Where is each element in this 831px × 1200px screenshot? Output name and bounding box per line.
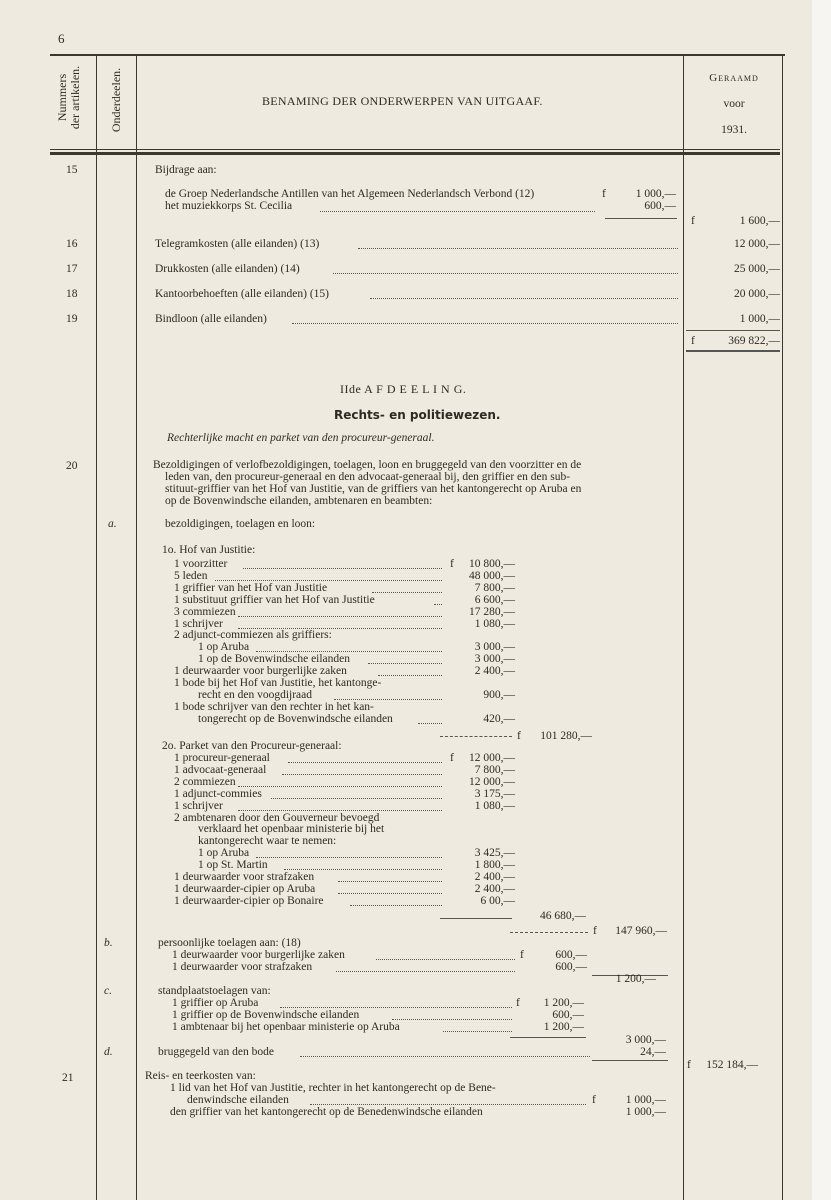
- line-item-label: 2 commiezen: [174, 775, 236, 788]
- article-title: Reis- en teerkosten van:: [145, 1070, 256, 1082]
- line-item-label: 1 deurwaarder voor strafzaken: [174, 871, 315, 883]
- line-item-amount: 12 000,—: [469, 752, 515, 764]
- line-item-amount: 600,—: [644, 200, 676, 212]
- article-title: Bijdrage aan:: [155, 164, 217, 176]
- line-item-amount: 3 175,—: [474, 787, 515, 800]
- line-item-label: het muziekkorps St. Cecilia: [165, 200, 293, 212]
- line-item-label: tongerecht op de Bovenwindsche eilanden: [198, 712, 393, 725]
- line-item-label: 1 griffier van het Hof van Justitie: [174, 581, 328, 594]
- line-item-label: 1 adjunct-commies: [174, 787, 262, 800]
- line-item-label: 1 procureur-generaal: [174, 752, 270, 764]
- line-item-label: 1 deurwaarder-cipier op Aruba: [174, 882, 316, 895]
- header-col-benaming: BENAMING DER ONDERWERPEN VAN UITGAAF.: [262, 94, 543, 108]
- article-amount: 1 600,—: [739, 215, 780, 227]
- dot-leader: [336, 971, 515, 972]
- line-item-label: 1 griffier op Aruba: [172, 997, 259, 1009]
- subtotal-rule: [686, 330, 780, 331]
- line-item-amount: 3 000,—: [474, 653, 515, 666]
- dot-leader: [282, 774, 442, 775]
- line-item-label: 1 op Aruba: [198, 847, 250, 860]
- line-item-amount: 17 280,—: [469, 605, 515, 618]
- currency-mark: f: [520, 949, 524, 961]
- line-item-amount: 1 080,—: [474, 799, 515, 812]
- dot-leader: [256, 857, 442, 858]
- article-number: 16: [66, 238, 78, 250]
- column-divider-4: [782, 54, 783, 1200]
- line-item-label: 1 schrijver: [174, 799, 223, 812]
- page-edge: [812, 0, 831, 1200]
- column-divider-3: [683, 54, 684, 1200]
- article-number: 21: [62, 1072, 74, 1084]
- dot-leader: [238, 810, 442, 811]
- header-geraamd: Geraamd: [709, 72, 759, 84]
- dot-leader: [300, 1056, 590, 1057]
- line-item-amount: 12 000,—: [469, 775, 515, 788]
- subdivision-total: 147 960,—: [615, 925, 667, 937]
- subdivision-letter: b.: [104, 937, 113, 949]
- group-total: 101 280,—: [540, 730, 592, 742]
- line-item-amount: 420,—: [483, 712, 515, 725]
- line-item-amount: 1 200,—: [543, 997, 584, 1009]
- subdivision-label: bezoldigingen, toelagen en loon:: [165, 518, 316, 530]
- dot-leader: [320, 211, 595, 212]
- page-number: 6: [58, 31, 65, 46]
- line-item-amount: 3 000,—: [474, 641, 515, 654]
- line-item-label: verklaard het openbaar ministerie bij het: [198, 823, 385, 836]
- article-intro: leden van, den procureur-generaal en den advocaat-generaal bij, den griffier en den sub-: [165, 471, 571, 483]
- dot-leader: [350, 905, 442, 906]
- article-amount: 20 000,—: [734, 288, 780, 300]
- dot-leader: [418, 723, 442, 724]
- dot-leader: [310, 1104, 586, 1105]
- dot-leader: [215, 580, 442, 581]
- subdivision-letter: a.: [108, 518, 117, 530]
- line-item-label: 3 commiezen: [174, 605, 236, 618]
- subdivision-label: persoonlijke toelagen aan: (18): [158, 937, 301, 949]
- article-amount: 25 000,—: [734, 263, 780, 275]
- dot-leader: [338, 881, 442, 882]
- group-title: 1o. Hof van Justitie:: [162, 544, 256, 556]
- article-number: 18: [66, 288, 78, 300]
- dot-leader: [280, 1007, 512, 1008]
- article-label: Telegramkosten (alle eilanden) (13): [155, 238, 320, 250]
- currency-mark: f: [517, 730, 521, 742]
- currency-mark: f: [592, 1094, 596, 1106]
- line-item-label: 5 leden: [174, 569, 208, 582]
- line-item-label: 1 ambtenaar bij het openbaar ministerie op Aruba: [172, 1021, 400, 1033]
- line-item-amount: 10 800,—: [469, 558, 515, 570]
- dot-leader: [368, 663, 442, 664]
- subtotal-rule: [510, 932, 588, 933]
- line-item-amount: 600,—: [552, 1009, 584, 1021]
- dot-leader: [434, 604, 442, 605]
- column-divider-1: [96, 54, 97, 1200]
- line-item-label: den griffier van het kantongerecht op de Benedenwindsche eilanden: [170, 1106, 483, 1118]
- currency-mark: f: [687, 1059, 691, 1071]
- section-subtotal: 369 822,—: [728, 335, 780, 347]
- dot-leader: [256, 651, 442, 652]
- subdivision-total: 1 200,—: [615, 973, 656, 985]
- line-item-label: 1 op St. Martin: [198, 859, 268, 872]
- line-item-amount: 3 425,—: [474, 847, 515, 860]
- dot-leader: [370, 298, 678, 299]
- line-item-amount: 1 000,—: [635, 188, 676, 200]
- article-amount: 1 000,—: [739, 313, 780, 325]
- article-amount: 152 184,—: [706, 1059, 758, 1071]
- column-divider-2: [136, 54, 137, 1200]
- line-item-amount: 48 000,—: [469, 569, 515, 582]
- line-item-amount: 7 800,—: [474, 763, 515, 776]
- subtotal-rule: [440, 918, 512, 919]
- line-item-amount: 1 000,—: [625, 1106, 666, 1118]
- line-item-label: 1 bode schrijver van den rechter in het kan-: [174, 700, 374, 713]
- line-item-label: recht en den voogdijraad: [198, 688, 312, 701]
- currency-mark: f: [691, 335, 695, 347]
- top-rule: [50, 54, 785, 56]
- currency-mark: f: [602, 188, 606, 200]
- subdivision-amount: 24,—: [640, 1046, 666, 1058]
- article-intro: op de Bovenwindsche eilanden, ambtenaren en beambten:: [165, 495, 433, 507]
- header-voor: voor: [723, 98, 745, 110]
- dot-leader: [392, 1019, 512, 1020]
- line-item-label: 1 substituut griffier van het Hof van Justitie: [174, 593, 375, 606]
- line-item-label: 1 deurwaarder voor burgerlijke zaken: [174, 665, 347, 678]
- subtotal-rule: [510, 1037, 586, 1038]
- line-item-amount: 600,—: [555, 961, 587, 973]
- line-item-label: 1 bode bij het Hof van Justitie, het kantonge-: [174, 677, 382, 689]
- dot-leader: [378, 675, 442, 676]
- line-item-amount: 2 400,—: [474, 882, 515, 895]
- currency-mark: f: [450, 558, 454, 570]
- line-item-label: 1 advocaat-generaal: [174, 763, 267, 776]
- line-item-label: 1 op Aruba: [198, 641, 250, 654]
- dot-leader: [372, 592, 442, 593]
- line-item-amount: 1 080,—: [474, 617, 515, 630]
- line-item-amount: 7 800,—: [474, 581, 515, 594]
- line-item-amount: 2 400,—: [474, 871, 515, 883]
- dot-leader: [443, 1031, 512, 1032]
- article-number: 19: [66, 313, 78, 325]
- line-item-amount: 900,—: [483, 688, 515, 701]
- subtotal-double-rule: [686, 350, 780, 352]
- line-item-amount: 6 600,—: [474, 593, 515, 606]
- dot-leader: [288, 762, 442, 763]
- article-number: 15: [66, 164, 78, 176]
- dot-leader: [333, 273, 678, 274]
- group-total: 46 680,—: [540, 910, 586, 922]
- dot-leader: [238, 628, 442, 629]
- line-item-amount: 1 200,—: [543, 1021, 584, 1033]
- currency-mark: f: [593, 925, 597, 937]
- article-label: Drukkosten (alle eilanden) (14): [155, 263, 300, 275]
- dot-leader: [271, 798, 442, 799]
- line-item-amount: 1 000,—: [625, 1094, 666, 1106]
- subdivision-letter: c.: [104, 985, 112, 997]
- article-number: 20: [66, 460, 78, 472]
- line-item-label: denwindsche eilanden: [187, 1094, 289, 1106]
- dot-leader: [334, 699, 442, 700]
- subtotal-rule: [440, 736, 512, 737]
- dot-leader: [338, 893, 442, 894]
- line-item-label: kantongerecht waar te nemen:: [198, 835, 337, 848]
- section-heading: IIde A F D E E L I N G.: [340, 382, 467, 396]
- line-item-amount: 600,—: [555, 949, 587, 961]
- header-rule-thick: [50, 152, 780, 155]
- article-label: Bindloon (alle eilanden): [155, 313, 267, 325]
- line-item-label: 1 deurwaarder voor burgerlijke zaken: [172, 949, 345, 961]
- dot-leader: [284, 869, 442, 870]
- currency-mark: f: [450, 752, 454, 764]
- subdivision-total: 3 000,—: [625, 1034, 666, 1046]
- dot-leader: [238, 616, 442, 617]
- subtotal-rule: [592, 1060, 668, 1061]
- subdivision-label: bruggegeld van den bode: [158, 1046, 274, 1058]
- line-item-label: 1 op de Bovenwindsche eilanden: [198, 653, 351, 666]
- line-item-label: 1 lid van het Hof van Justitie, rechter in het kantongerecht op de Bene-: [170, 1082, 496, 1094]
- line-item-label: 1 griffier op de Bovenwindsche eilanden: [172, 1009, 360, 1021]
- line-item-amount: 6 00,—: [480, 894, 515, 907]
- header-col-onderdeelen: Onderdeelen.: [109, 67, 123, 133]
- currency-mark: f: [691, 215, 695, 227]
- dot-leader: [376, 959, 515, 960]
- header-col-nummers: Nummers der artikelen.: [55, 65, 82, 130]
- line-item-label: 2 ambtenaren door den Gouverneur bevoegd: [174, 811, 380, 824]
- dot-leader: [358, 248, 678, 249]
- line-item-label: 1 voorzitter: [174, 558, 228, 570]
- line-item-label: 1 deurwaarder-cipier op Bonaire: [174, 894, 324, 907]
- line-item-label: de Groep Nederlandsche Antillen van het Algemeen Nederlandsch Verbond (12): [165, 188, 535, 200]
- header-year: 1931.: [721, 124, 747, 136]
- article-intro: Bezoldigingen of verlofbezoldigingen, toelagen, loon en bruggegeld van den voorzitter en de: [153, 459, 582, 471]
- article-intro: stituut-griffier van het Hof van Justitie, van de griffiers van het kantongerecht op Aruba en: [165, 483, 582, 495]
- section-title: Rechts- en politiewezen.: [334, 408, 501, 422]
- article-label: Kantoorbehoeften (alle eilanden) (15): [155, 288, 330, 300]
- line-item-label: 1 deurwaarder voor strafzaken: [172, 961, 313, 973]
- dot-leader: [243, 568, 442, 569]
- group-title: 2o. Parket van den Procureur-generaal:: [162, 740, 342, 752]
- article-number: 17: [66, 263, 78, 275]
- subdivision-letter: d.: [104, 1046, 113, 1058]
- section-subtitle: Rechterlijke macht en parket van den procureur-generaal.: [167, 432, 435, 444]
- header-rule-thin: [50, 149, 780, 150]
- currency-mark: f: [516, 997, 520, 1009]
- dot-leader: [238, 786, 442, 787]
- article-amount: 12 000,—: [734, 238, 780, 250]
- subdivision-label: standplaatstoelagen van:: [158, 985, 271, 997]
- dot-leader: [292, 323, 678, 324]
- line-item-label: 1 schrijver: [174, 617, 223, 630]
- line-item-amount: 2 400,—: [474, 665, 515, 678]
- line-item-label: 2 adjunct-commiezen als griffiers:: [174, 629, 332, 642]
- subtotal-rule: [605, 218, 677, 219]
- line-item-amount: 1 800,—: [474, 859, 515, 872]
